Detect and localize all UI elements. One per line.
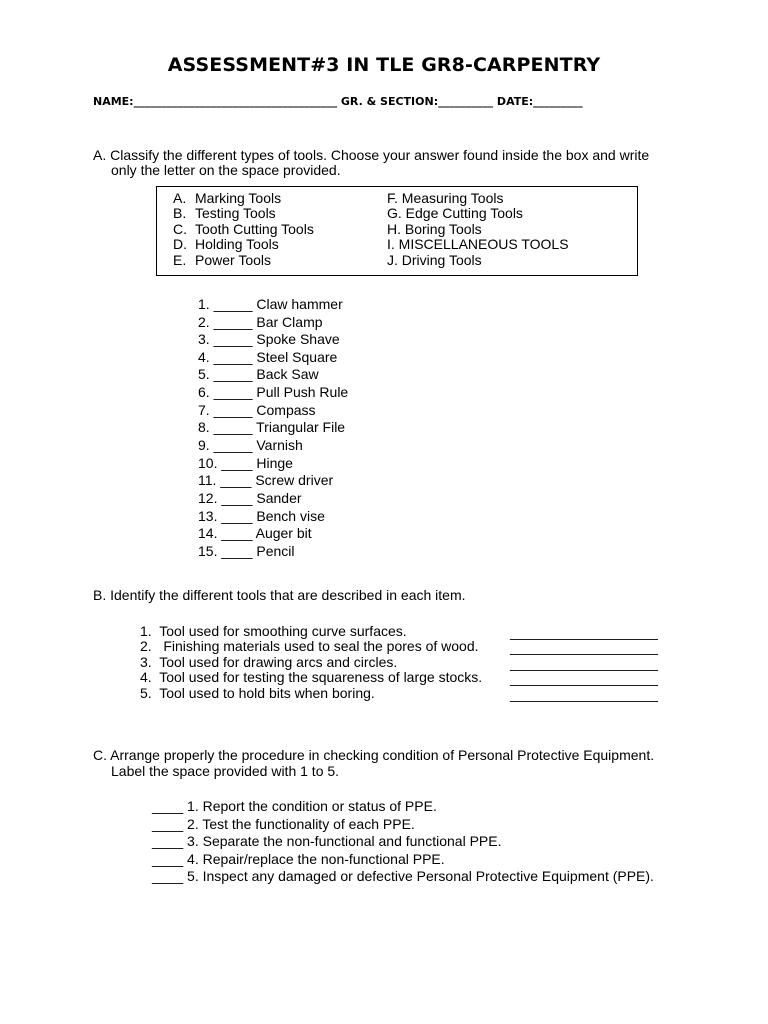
- list-item: 12. ____ Sander: [198, 490, 302, 506]
- choice-item: I. MISCELLANEOUS TOOLS: [387, 236, 569, 253]
- section-b-instruction: B. Identify the different tools that are described in each item.: [93, 587, 466, 603]
- choice-item: [173, 237, 314, 252]
- list-item: ____ 4. Repair/replace the non-functional PPE.: [152, 851, 445, 867]
- answer-blank: ___________________: [510, 655, 658, 671]
- section-a-instruction-line1: A. Classify the different types of tools. Choose your answer found inside the box and write: [93, 147, 650, 163]
- choice-item: [173, 253, 314, 268]
- choice-label: Tooth Cutting Tools: [195, 220, 314, 237]
- list-item: 1. Tool used for smoothing curve surfaces.: [140, 623, 407, 639]
- answer-blank: ___________________: [510, 624, 658, 640]
- choice-label: Holding Tools: [195, 236, 279, 253]
- choices-box: [156, 186, 638, 276]
- choice-label: Power Tools: [195, 251, 272, 268]
- page-title: ASSESSMENT#3 IN TLE GR8-CARPENTRY: [167, 54, 601, 76]
- list-item: 4. _____ Steel Square: [198, 349, 338, 365]
- choice-item: G. Edge Cutting Tools: [387, 205, 523, 222]
- choice-label: Testing Tools: [195, 205, 276, 222]
- answer-blank: ___________________: [510, 686, 658, 702]
- list-item: 11. ____ Screw driver: [198, 472, 334, 488]
- list-item: 7. _____ Compass: [198, 402, 316, 418]
- list-item: 13. ____ Bench vise: [198, 508, 325, 524]
- list-item: 9. _____ Varnish: [198, 437, 303, 453]
- list-item: 14. ____ Auger bit: [198, 525, 312, 541]
- list-item: 15. ____ Pencil: [198, 543, 295, 559]
- choice-letter: E.: [173, 251, 187, 268]
- choices-right-column: [387, 191, 569, 268]
- list-item: 3. _____ Spoke Shave: [198, 331, 340, 347]
- choice-item: H. Boring Tools: [387, 220, 482, 237]
- choice-letter: B.: [173, 205, 187, 222]
- choice-item: [173, 206, 314, 221]
- list-item: ____ 1. Report the condition or status of PPE.: [152, 798, 437, 814]
- list-item: 2. _____ Bar Clamp: [198, 314, 323, 330]
- choices-left-column: [173, 191, 314, 268]
- choice-letter: A.: [173, 190, 187, 206]
- list-item: ____ 5. Inspect any damaged or defective Personal Protective Equipment (PPE).: [152, 868, 654, 884]
- section-c-instruction-line1: C. Arrange properly the procedure in checking condition of Personal Protective Equipment.: [93, 747, 655, 763]
- list-item: 5. _____ Back Saw: [198, 366, 319, 382]
- list-item: 4. Tool used for testing the squareness of large stocks.: [140, 669, 483, 685]
- list-item: ____ 3. Separate the non-functional and functional PPE.: [152, 833, 502, 849]
- list-item: 1. _____ Claw hammer: [198, 296, 343, 312]
- section-c-instruction-line2: Label the space provided with 1 to 5.: [111, 763, 340, 779]
- answer-blank: ___________________: [510, 639, 658, 655]
- choice-item: J. Driving Tools: [387, 251, 482, 268]
- choice-item: F. Measuring Tools: [387, 190, 504, 206]
- choice-item: [173, 222, 314, 237]
- answer-blank: ___________________: [510, 670, 658, 686]
- list-item: 3. Tool used for drawing arcs and circles.: [140, 654, 398, 670]
- list-item: 10. ____ Hinge: [198, 455, 293, 471]
- choice-letter: C.: [173, 220, 187, 237]
- list-item: 6. _____ Pull Push Rule: [198, 384, 349, 400]
- section-a-instruction-line2: only the letter on the space provided.: [111, 162, 341, 178]
- choice-item: [173, 191, 314, 206]
- choice-label: Marking Tools: [195, 190, 282, 206]
- choice-letter: D.: [173, 236, 187, 253]
- list-item: 8. _____ Triangular File: [198, 419, 346, 435]
- list-item: 5. Tool used to hold bits when boring.: [140, 685, 375, 701]
- name-section-date-line: NAME:_____________________________________ GR. & SECTION:__________ DATE:_________: [93, 95, 583, 108]
- list-item: ____ 2. Test the functionality of each PPE.: [152, 816, 415, 832]
- list-item: 2. Finishing materials used to seal the pores of wood.: [140, 638, 479, 654]
